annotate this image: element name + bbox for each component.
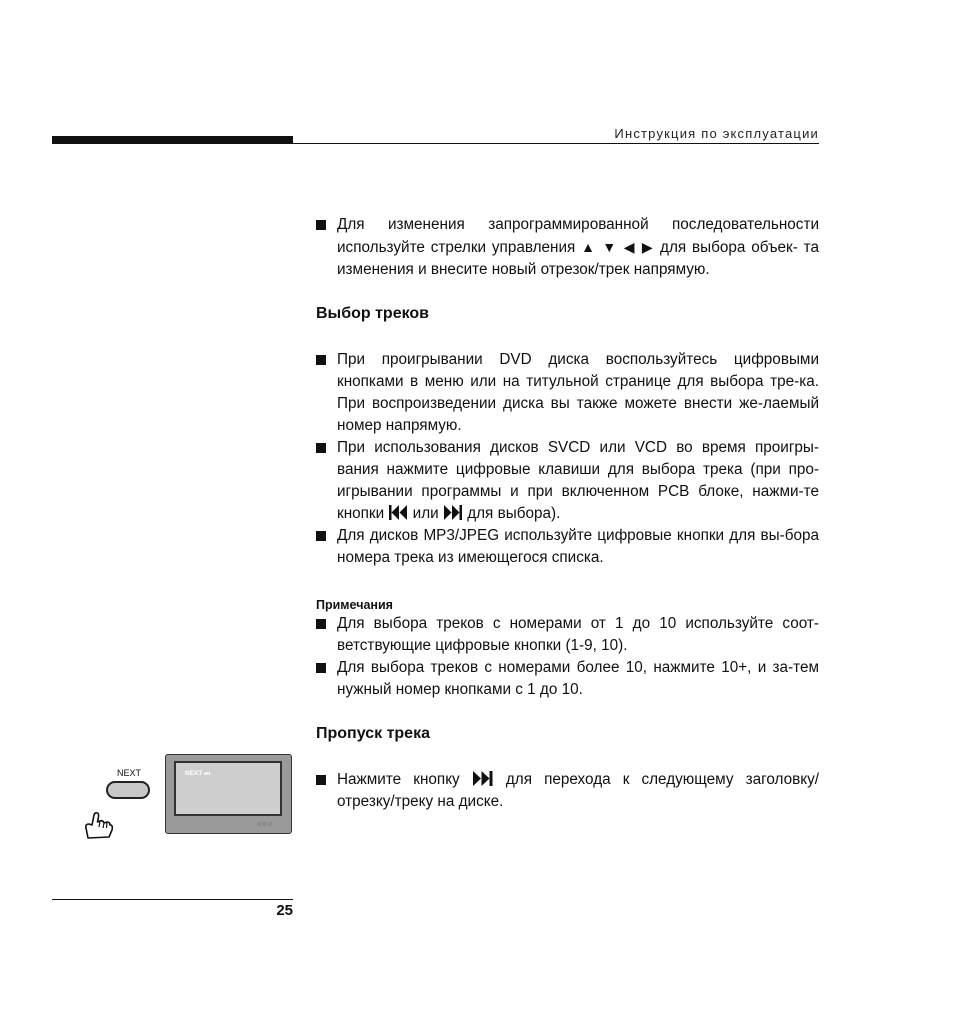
track-select-item-2: [316, 437, 819, 525]
section-heading-track-select: Выбор треков: [316, 305, 430, 322]
skip-item: [316, 769, 819, 813]
arrow-left-icon: ◀: [623, 239, 637, 255]
bullet-square-icon: [316, 619, 326, 629]
notes-item-1: [316, 613, 819, 657]
notes-text-2: Для выбора треков с номерами более 10, нажмите 10+, и за-тем нужный номер кнопками с 1 до 10.: [337, 659, 819, 698]
page-number: 25: [276, 902, 293, 919]
bullet-square-icon: [316, 531, 326, 541]
notes-text-1: Для выбора треков с номерами от 1 до 10 используйте соот-ветствующие цифровые кнопки (1-9, 10).: [337, 615, 819, 654]
pointing-hand-icon: [82, 808, 116, 842]
remote-next-label: NEXT: [117, 768, 142, 778]
arrow-down-icon: ▼: [602, 239, 618, 255]
remote-next-button: [106, 781, 150, 799]
skip-text-pre: Нажмите кнопку: [337, 771, 460, 788]
bullet-square-icon: [316, 443, 326, 453]
track-select-text-3: Для дисков MP3/JPEG используйте цифровые кнопки для вы-бора номера трека из имеющегося списка.: [337, 527, 819, 566]
track-select-text-2-post: для выбора).: [467, 505, 561, 522]
notes-heading: Примечания: [316, 598, 393, 612]
arrow-right-icon: ▶: [641, 239, 655, 255]
track-select-item-1: [316, 349, 819, 437]
skip-text-post: для перехода к следующему заголовку/ отрезку/треку на диске.: [337, 771, 820, 810]
intro-line2-post: для выбора объек-: [660, 239, 798, 256]
tv-controls: ○○○: [257, 821, 273, 828]
bullet-square-icon: [316, 663, 326, 673]
skip-illustration: [80, 752, 295, 847]
notes-item-2: [316, 657, 819, 701]
header-title: Инструкция по эксплуатации: [614, 126, 819, 141]
arrow-up-icon: ▲: [581, 239, 597, 255]
track-select-item-3: [316, 525, 819, 569]
footer-rule: [52, 899, 293, 900]
header-rule: [293, 143, 819, 144]
intro-line1: Для изменения запрограммированной последовательности: [337, 216, 819, 233]
previous-track-icon: [388, 504, 408, 521]
section-heading-skip: Пропуск трека: [316, 725, 430, 742]
intro-line3: та изменения и внесите новый отрезок/трек напрямую.: [337, 239, 820, 278]
main-content: [316, 214, 819, 813]
next-track-icon: [443, 504, 463, 521]
tv-screen: [174, 761, 282, 816]
tv-set: [165, 754, 292, 834]
track-select-text-1: При проигрывании DVD диска воспользуйтесь цифровыми кнопками в меню или на титульной странице для выбора тре-ка. При воспроизведении диска вы также можете внести же-лаемый номер напрямую.: [337, 351, 819, 434]
track-select-text-2-or: или: [412, 505, 439, 522]
intro-item: [316, 214, 819, 281]
bullet-square-icon: [316, 775, 326, 785]
header-bar: [52, 136, 293, 144]
intro-line2-pre: используйте стрелки управления: [337, 239, 576, 256]
bullet-square-icon: [316, 220, 326, 230]
track-select-text-2-pre: При использования дисков SVCD или VCD во время проигры-вания нажмите цифровые клавиши для выбора трека (при про-игрывании программы и при включенном PCB блоке, нажми-те кнопки: [337, 439, 819, 522]
bullet-square-icon: [316, 355, 326, 365]
next-track-icon: [472, 770, 494, 787]
tv-osd-text: NEXT ⏭: [185, 770, 210, 777]
